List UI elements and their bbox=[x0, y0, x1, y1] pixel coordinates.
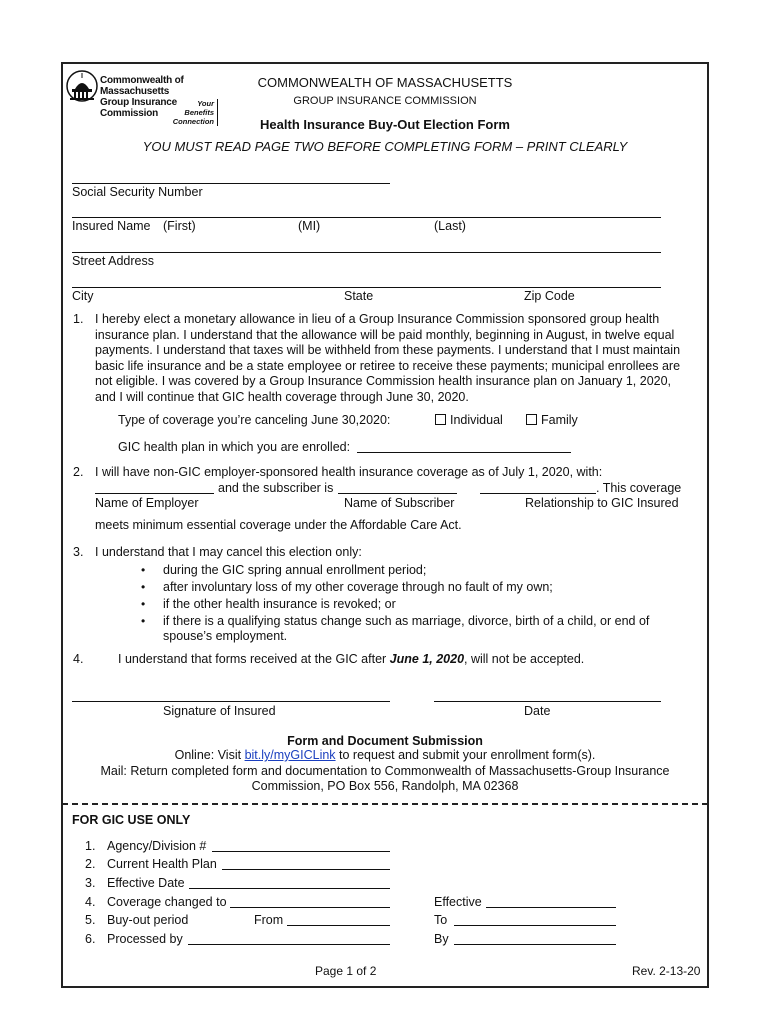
bullet-icon: • bbox=[141, 580, 146, 594]
plan-field[interactable] bbox=[357, 452, 571, 453]
first-label: (First) bbox=[163, 219, 196, 233]
item1-number: 1. bbox=[73, 312, 84, 326]
coverage-changed-field[interactable] bbox=[230, 907, 390, 908]
individual-checkbox[interactable] bbox=[435, 414, 446, 425]
item3-bullet-4: if there is a qualifying status change such as marriage, divorce, birth of a child, or end of spouse’s employment. bbox=[163, 614, 650, 643]
ssn-field[interactable] bbox=[72, 183, 390, 184]
state-house-icon bbox=[66, 69, 98, 103]
item3-bullet-1: during the GIC spring annual enrollment period; bbox=[163, 563, 427, 577]
gic-use-title: FOR GIC USE ONLY bbox=[72, 813, 191, 827]
bullet-icon: • bbox=[141, 614, 146, 628]
gic-item-4-num: 4. bbox=[85, 895, 96, 909]
street-label: Street Address bbox=[72, 254, 154, 268]
gic-item-5-num: 5. bbox=[85, 913, 96, 927]
city-label: City bbox=[72, 289, 94, 303]
bullet-icon: • bbox=[141, 563, 146, 577]
from-label: From bbox=[254, 913, 284, 927]
item3-bullet-3: if the other health insurance is revoked; or bbox=[163, 597, 396, 611]
logo-name: Commonwealth of Massachusetts Group Insurance Commission bbox=[100, 75, 184, 119]
revision: Rev. 2-13-20 bbox=[632, 964, 701, 978]
cut-line bbox=[62, 803, 708, 805]
signature-label: Signature of Insured bbox=[163, 704, 276, 718]
plan-label: GIC health plan in which you are enrolled: bbox=[118, 440, 351, 454]
gic-item-3-num: 3. bbox=[85, 876, 96, 890]
submission-title: Form and Document Submission bbox=[287, 734, 483, 748]
signature-field[interactable] bbox=[72, 701, 390, 702]
name-field[interactable] bbox=[72, 217, 661, 218]
buyout-period-label: Buy-out period bbox=[107, 913, 189, 927]
current-plan-field[interactable] bbox=[222, 869, 390, 870]
gic-item-6-num: 6. bbox=[85, 932, 96, 946]
relationship-field[interactable] bbox=[480, 493, 596, 494]
header-line2: GROUP INSURANCE COMMISSION bbox=[293, 95, 477, 107]
agency-field[interactable] bbox=[212, 851, 390, 852]
subscriber-is-text: and the subscriber is bbox=[218, 481, 334, 495]
relationship-label: Relationship to GIC Insured bbox=[525, 496, 679, 510]
instruction: YOU MUST READ PAGE TWO BEFORE COMPLETING FORM – PRINT CLEARLY bbox=[142, 139, 628, 154]
agency-label: Agency/Division # bbox=[107, 839, 207, 853]
bullet-icon: • bbox=[141, 597, 146, 611]
item4-text: I understand that forms received at the GIC after June 1, 2020, will not be accepted. bbox=[118, 652, 585, 666]
coverage-type-label: Type of coverage you’re canceling June 30,2020: bbox=[118, 413, 391, 427]
mi-label: (MI) bbox=[298, 219, 321, 233]
page-title: Health Insurance Buy-Out Election Form bbox=[260, 117, 510, 132]
by-field[interactable] bbox=[454, 944, 616, 945]
date-field[interactable] bbox=[434, 701, 661, 702]
to-field[interactable] bbox=[454, 925, 616, 926]
insured-name-label: Insured Name bbox=[72, 219, 151, 233]
last-label: (Last) bbox=[434, 219, 466, 233]
ssn-label: Social Security Number bbox=[72, 185, 203, 199]
employer-label: Name of Employer bbox=[95, 496, 199, 510]
city-state-zip-field[interactable] bbox=[72, 287, 661, 288]
subscriber-field[interactable] bbox=[338, 493, 457, 494]
item3-text: I understand that I may cancel this election only: bbox=[95, 545, 362, 559]
to-label: To bbox=[434, 913, 448, 927]
date-label: Date bbox=[524, 704, 551, 718]
page-number: Page 1 of 2 bbox=[315, 964, 377, 978]
family-checkbox[interactable] bbox=[526, 414, 537, 425]
subscriber-label: Name of Subscriber bbox=[344, 496, 455, 510]
logo-tagline: Your Benefits Connection bbox=[173, 99, 218, 126]
item4-number: 4. bbox=[73, 652, 84, 666]
submission-mail-2: Commission, PO Box 556, Randolph, MA 02368 bbox=[251, 779, 519, 793]
effective-date-label: Effective Date bbox=[107, 876, 185, 890]
family-option[interactable]: Family bbox=[526, 413, 578, 427]
item1-text: I hereby elect a monetary allowance in lieu of a Group Insurance Commission sponsored group health insurance plan. I understand that the allowance will be paid monthly, beginning in August, in twelve equal payments. I understand that taxes will be withheld from these payments. I understand that I must maintain basic life insurance and be a state employee or retiree to receive these payments; municipal enrollees are not eligible. I was covered by a Group Insurance Commission health insurance plan on January 1, 2020, and I will continue that GIC health coverage through June 30, 2020. bbox=[95, 312, 681, 404]
coverage-changed-label: Coverage changed to bbox=[107, 895, 227, 909]
gic-link[interactable]: bit.ly/myGICLink bbox=[244, 748, 336, 762]
from-field[interactable] bbox=[287, 925, 390, 926]
header-line1: COMMONWEALTH OF MASSACHUSETTS bbox=[257, 75, 513, 90]
submission-mail-1: Mail: Return completed form and documentation to Commonwealth of Massachusetts-Group Insurance bbox=[100, 764, 670, 778]
individual-option[interactable]: Individual bbox=[435, 413, 503, 427]
street-field[interactable] bbox=[72, 252, 661, 253]
current-plan-label: Current Health Plan bbox=[107, 857, 217, 871]
zip-label: Zip Code bbox=[524, 289, 575, 303]
effective-field[interactable] bbox=[486, 907, 616, 908]
gic-item-2-num: 2. bbox=[85, 857, 96, 871]
item2-meets-text: meets minimum essential coverage under the Affordable Care Act. bbox=[95, 518, 462, 532]
this-coverage-text: . This coverage bbox=[596, 481, 682, 495]
item3-number: 3. bbox=[73, 545, 84, 559]
effective-label: Effective bbox=[434, 895, 482, 909]
employer-field[interactable] bbox=[95, 493, 214, 494]
item2-number: 2. bbox=[73, 465, 84, 479]
processed-by-field[interactable] bbox=[188, 944, 390, 945]
item3-bullet-2: after involuntary loss of my other coverage through no fault of my own; bbox=[163, 580, 553, 594]
state-label: State bbox=[344, 289, 374, 303]
item2-text: I will have non-GIC employer-sponsored health insurance coverage as of July 1, 2020, with: bbox=[95, 465, 603, 479]
effective-date-field[interactable] bbox=[189, 888, 390, 889]
submission-online: Online: Visit bit.ly/myGICLink to request and submit your enrollment form(s). bbox=[174, 748, 596, 762]
processed-by-label: Processed by bbox=[107, 932, 183, 946]
gic-item-1-num: 1. bbox=[85, 839, 96, 853]
by-label: By bbox=[434, 932, 449, 946]
